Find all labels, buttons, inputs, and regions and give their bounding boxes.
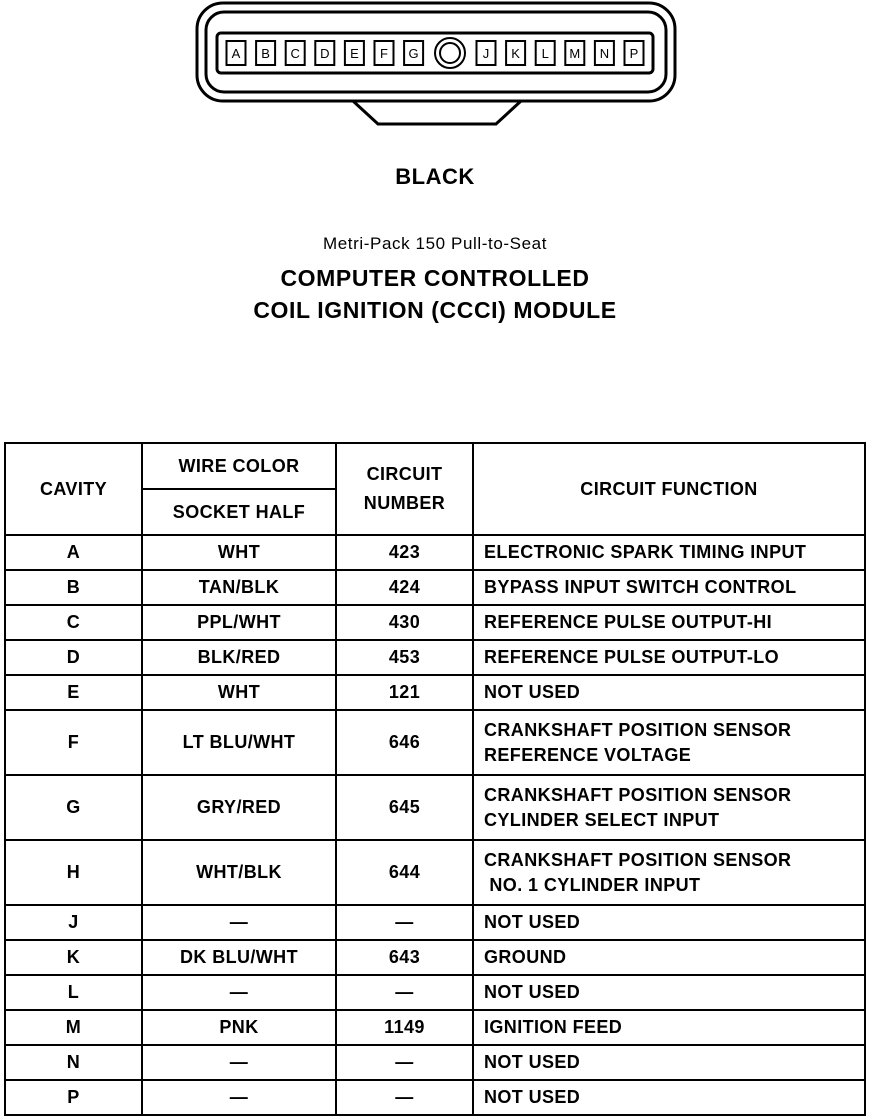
table-row (5, 1080, 865, 1115)
wire-color-cell: BLK/RED (142, 640, 336, 675)
header-cavity: CAVITY (5, 443, 142, 535)
table-row (5, 570, 865, 605)
connector-pin-d (315, 41, 334, 65)
table-row (5, 640, 865, 675)
connector-latch-tab (353, 101, 521, 124)
header-circuit-number-line-1: CIRCUIT (366, 464, 443, 484)
circuit-function-cell (473, 1010, 865, 1045)
header-wire-color: WIRE COLOR (142, 443, 336, 489)
table-row (5, 940, 865, 975)
wire-color-cell: DK BLU/WHT (142, 940, 336, 975)
wire-color-cell: GRY/RED (142, 775, 336, 840)
connector-pin-m (565, 41, 584, 65)
svg-text:F: F (380, 46, 388, 61)
wire-color-cell: WHT/BLK (142, 840, 336, 905)
cavity-cell: C (5, 605, 142, 640)
circuit-function-cell (473, 840, 865, 905)
circuit-number-cell: — (336, 1080, 473, 1115)
svg-text:L: L (541, 46, 549, 61)
connector-pin-a (227, 41, 246, 65)
wire-color-cell: — (142, 1045, 336, 1080)
circuit-function-line-2: REFERENCE VOLTAGE (484, 744, 692, 765)
cavity-cell: D (5, 640, 142, 675)
circuit-function-cell (473, 1045, 865, 1080)
circuit-number-cell: 644 (336, 840, 473, 905)
cavity-cell: E (5, 675, 142, 710)
circuit-function-cell (473, 940, 865, 975)
svg-text:G: G (408, 46, 419, 61)
cavity-cell: J (5, 905, 142, 940)
circuit-number-cell: 645 (336, 775, 473, 840)
connector-pin-c (286, 41, 305, 65)
connector-type-subtitle: Metri-Pack 150 Pull-to-Seat (322, 234, 548, 253)
header-circuit-number (336, 443, 473, 535)
module-title-line-1: COMPUTER CONTROLLED (280, 265, 590, 291)
svg-text:K: K (511, 46, 520, 61)
table-row (5, 1010, 865, 1045)
pinout-table (4, 442, 866, 1116)
cavity-cell: N (5, 1045, 142, 1080)
circuit-number-cell: 121 (336, 675, 473, 710)
circuit-function-line-2: NO. 1 CYLINDER INPUT (484, 874, 701, 895)
connector-pin-n (595, 41, 614, 65)
cavity-cell: G (5, 775, 142, 840)
connector-pin-f (375, 41, 394, 65)
table-row (5, 535, 865, 570)
circuit-number-cell: — (336, 905, 473, 940)
circuit-function-cell (473, 535, 865, 570)
wire-color-cell: PNK (142, 1010, 336, 1045)
svg-text:J: J (482, 46, 490, 61)
svg-text:M: M (569, 46, 581, 61)
header-circuit-number-line-2: NUMBER (363, 493, 446, 513)
circuit-number-cell: 646 (336, 710, 473, 775)
circuit-function-line-2: CYLINDER SELECT INPUT (484, 809, 720, 830)
circuit-function-cell (473, 675, 865, 710)
connector-face-diagram (190, 0, 690, 130)
circuit-function-cell (473, 640, 865, 675)
wire-color-cell: PPL/WHT (142, 605, 336, 640)
connector-pin-b (256, 41, 275, 65)
connector-pin-l (536, 41, 555, 65)
cavity-cell: M (5, 1010, 142, 1045)
connector-keyway (435, 38, 465, 68)
circuit-function-line-1: NOT USED (484, 982, 581, 1002)
table-row (5, 1045, 865, 1080)
wire-color-cell: — (142, 1080, 336, 1115)
circuit-function-cell (473, 1080, 865, 1115)
circuit-function-line-1: ELECTRONIC SPARK TIMING INPUT (484, 542, 807, 562)
connector-pin-p (625, 41, 644, 65)
circuit-function-line-1: REFERENCE PULSE OUTPUT-HI (484, 612, 773, 632)
circuit-function-line-1: NOT USED (484, 1087, 581, 1107)
svg-text:C: C (290, 46, 300, 61)
circuit-function-line-1: NOT USED (484, 1052, 581, 1072)
circuit-function-cell (473, 710, 865, 775)
cavity-cell: F (5, 710, 142, 775)
wire-color-cell: LT BLU/WHT (142, 710, 336, 775)
circuit-function-cell (473, 775, 865, 840)
svg-text:D: D (320, 46, 330, 61)
svg-text:B: B (261, 46, 270, 61)
svg-text:E: E (350, 46, 359, 61)
circuit-function-line-1: REFERENCE PULSE OUTPUT-LO (484, 647, 780, 667)
header-socket-half: SOCKET HALF (142, 489, 336, 535)
wire-color-cell: TAN/BLK (142, 570, 336, 605)
circuit-function-line-1: CRANKSHAFT POSITION SENSOR (484, 849, 792, 870)
table-row (5, 840, 865, 905)
circuit-function-line-1: GROUND (484, 947, 567, 967)
circuit-function-cell (473, 605, 865, 640)
table-row (5, 975, 865, 1010)
wire-color-cell: — (142, 905, 336, 940)
connector-pin-g (404, 41, 423, 65)
circuit-number-cell: 424 (336, 570, 473, 605)
circuit-number-cell: 423 (336, 535, 473, 570)
circuit-number-cell: 453 (336, 640, 473, 675)
svg-text:P: P (629, 46, 639, 61)
wire-color-cell: WHT (142, 675, 336, 710)
circuit-function-line-1: BYPASS INPUT SWITCH CONTROL (484, 577, 797, 597)
circuit-number-cell: — (336, 975, 473, 1010)
cavity-cell: K (5, 940, 142, 975)
header-circuit-function: CIRCUIT FUNCTION (473, 443, 865, 535)
circuit-number-cell: 1149 (336, 1010, 473, 1045)
table-row (5, 905, 865, 940)
svg-text:N: N (599, 46, 610, 61)
connector-pin-e (345, 41, 364, 65)
cavity-cell: A (5, 535, 142, 570)
connector-pin-j (477, 41, 496, 65)
module-title (0, 262, 870, 326)
svg-text:A: A (231, 46, 241, 61)
cavity-cell: L (5, 975, 142, 1010)
module-title-line-2: COIL IGNITION (CCCI) MODULE (253, 297, 617, 323)
circuit-function-line-1: IGNITION FEED (484, 1017, 623, 1037)
cavity-cell: B (5, 570, 142, 605)
circuit-function-cell (473, 570, 865, 605)
wire-color-cell: WHT (142, 535, 336, 570)
circuit-function-line-1: NOT USED (484, 682, 581, 702)
circuit-function-line-1: NOT USED (484, 912, 581, 932)
circuit-function-cell (473, 905, 865, 940)
table-row (5, 775, 865, 840)
table-row (5, 710, 865, 775)
cavity-cell: H (5, 840, 142, 905)
circuit-number-cell: 430 (336, 605, 473, 640)
pinout-table-body (5, 535, 865, 1115)
circuit-number-cell: 643 (336, 940, 473, 975)
circuit-function-cell (473, 975, 865, 1010)
connector-color-label: BLACK (395, 164, 475, 189)
cavity-cell: P (5, 1080, 142, 1115)
wire-color-cell: — (142, 975, 336, 1010)
circuit-function-line-1: CRANKSHAFT POSITION SENSOR (484, 784, 792, 805)
circuit-number-cell: — (336, 1045, 473, 1080)
table-row (5, 675, 865, 710)
circuit-function-line-1: CRANKSHAFT POSITION SENSOR (484, 719, 792, 740)
table-row (5, 605, 865, 640)
connector-pin-k (506, 41, 525, 65)
